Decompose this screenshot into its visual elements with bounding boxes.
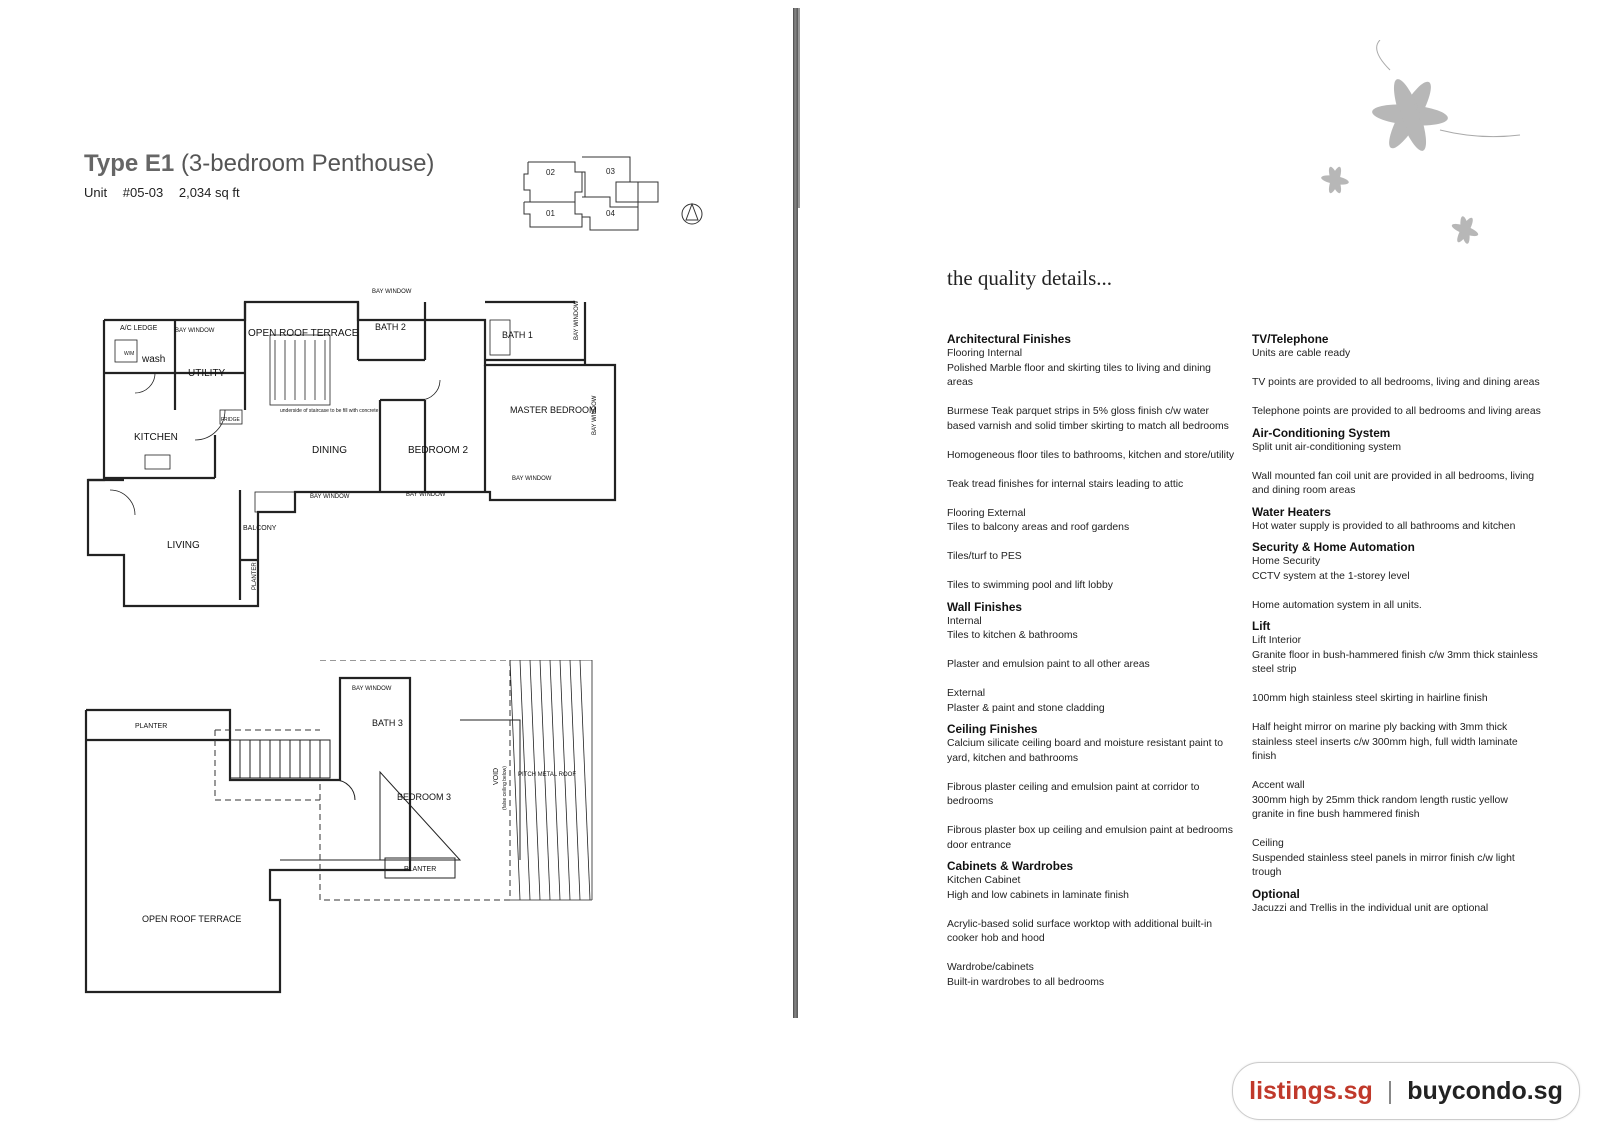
keyplan-label-03: 03 — [606, 167, 615, 176]
plan-bay-window-utility: BAY WINDOW — [175, 328, 215, 334]
unit-label: Unit — [84, 185, 108, 200]
spec-section-title: Cabinets & Wardrobes — [947, 859, 1074, 873]
spec-paragraph: Teak tread finishes for internal stairs leading to attic — [947, 478, 1184, 490]
plan-bay-window-side: BAY WINDOW — [592, 395, 598, 435]
upper-plan-planter: PLANTER — [135, 723, 168, 730]
spec-section — [947, 332, 1237, 594]
footer-listings-text: listings.sg — [1249, 1076, 1373, 1105]
spec-paragraph: Internal Tiles to kitchen & bathrooms — [947, 615, 1078, 641]
spec-paragraph: Acrylic-based solid surface worktop with additional built-in cooker hob and hood — [947, 918, 1213, 944]
spec-section-title: Ceiling Finishes — [947, 722, 1038, 736]
spec-section — [1252, 505, 1542, 535]
plan-balcony: BALCONY — [243, 525, 277, 532]
unit-number: #05-03 — [122, 185, 164, 200]
spec-paragraph: Kitchen Cabinet High and low cabinets in laminate finish — [947, 875, 1129, 901]
upper-plan-void-note: (false ceiling below) — [502, 766, 508, 810]
footer-separator: | — [1386, 1076, 1394, 1105]
spec-paragraph: Tiles to swimming pool and lift lobby — [947, 580, 1113, 591]
spec-paragraph: Jacuzzi and Trellis in the individual unit are optional — [1252, 902, 1489, 914]
spec-paragraph: Calcium silicate ceiling board and moisture resistant paint to yard, kitchen and bathrooms — [947, 738, 1224, 764]
spec-section-title: Wall Finishes — [947, 599, 1022, 614]
spec-paragraph: Home Security CCTV system at the 1-storey level — [1252, 556, 1410, 582]
key-plan — [520, 152, 720, 242]
quality-details-heading: the quality details... — [947, 266, 1113, 290]
spec-section — [947, 859, 1237, 990]
spec-paragraph: Flooring External Tiles to balcony areas and roof gardens — [947, 507, 1130, 533]
specs-column-1 — [947, 332, 1237, 996]
plan-ac-ledge: A/C LEDGE — [120, 325, 158, 332]
unit-type-title — [84, 150, 434, 178]
upper-plan-bedroom3: BEDROOM 3 — [397, 792, 452, 802]
plan-fridge: FRIDGE — [221, 417, 240, 423]
spec-paragraph: TV points are provided to all bedrooms, living and dining areas — [1252, 377, 1540, 388]
spec-paragraph: Fibrous plaster box up ceiling and emulsion paint at bedrooms door entrance — [947, 825, 1233, 851]
spec-paragraph: Lift Interior Granite floor in bush-hammered finish c/w 3mm thick stainless steel strip — [1252, 635, 1538, 675]
plan-utility: UTILITY — [188, 368, 226, 379]
unit-type-code: Type E1 — [84, 150, 175, 177]
spec-paragraph: Half height mirror on marine ply backing with 3mm thick stainless steel inserts c/w 300mm high, full width laminate finish — [1252, 722, 1518, 762]
spec-paragraph: Flooring Internal Polished Marble floor and skirting tiles to living and dining areas — [947, 348, 1211, 388]
unit-info — [84, 185, 252, 200]
plan-living: LIVING — [167, 540, 200, 551]
specs-column-2 — [1252, 332, 1542, 922]
plan-bedroom2: BEDROOM 2 — [408, 445, 469, 456]
spec-paragraph: Plaster and emulsion paint to all other areas — [947, 659, 1150, 670]
unit-size: 2,034 sq ft — [178, 185, 240, 200]
plan-bay-window-top: BAY WINDOW — [372, 289, 412, 295]
plan-wash: wash — [142, 354, 166, 365]
plan-bath2: BATH 2 — [375, 322, 406, 332]
spec-paragraph: Split unit air-conditioning system — [1252, 441, 1402, 453]
plan-kitchen: KITCHEN — [134, 432, 178, 443]
spec-section — [1252, 332, 1542, 420]
spec-paragraph: Home automation system in all units. — [1252, 599, 1422, 611]
spec-section-title: Architectural Finishes — [947, 332, 1071, 346]
spec-section — [947, 722, 1237, 853]
plan-dining: DINING — [312, 445, 347, 456]
spec-section — [1252, 540, 1542, 613]
keyplan-label-02: 02 — [546, 168, 555, 177]
spec-section — [1252, 887, 1542, 917]
spec-section-title: Security & Home Automation — [1252, 540, 1415, 554]
plan-bay-window-master: BAY WINDOW — [512, 476, 552, 482]
spec-paragraph: Ceiling Suspended stainless steel panels in mirror finish c/w light trough — [1252, 838, 1515, 878]
spec-section-title: Optional — [1252, 886, 1300, 901]
spec-section-title: Air-Conditioning System — [1252, 425, 1391, 440]
footer-buycondo-text: buycondo.sg — [1407, 1076, 1563, 1105]
upper-plan-bath3: BATH 3 — [372, 718, 403, 728]
spec-paragraph: Tiles/turf to PES — [947, 551, 1022, 562]
footer-watermark-badge — [1232, 1062, 1580, 1120]
page-spine-shadow — [798, 8, 800, 208]
upper-plan-open-roof-terrace: OPEN ROOF TERRACE — [142, 914, 242, 924]
spec-paragraph: Homogeneous floor tiles to bathrooms, kitchen and store/utility — [947, 449, 1235, 461]
plan-bay-window-right: BAY WINDOW — [574, 300, 580, 340]
upper-plan-void: VOID — [493, 767, 500, 785]
decorative-flower-graphic — [1310, 40, 1540, 260]
spec-paragraph: Wall mounted fan coil unit are provided in all bedrooms, living and dining room areas — [1252, 470, 1535, 496]
spec-paragraph: Units are cable ready — [1252, 348, 1351, 359]
plan-master-bedroom: MASTER BEDROOM — [510, 405, 597, 415]
spec-paragraph: Telephone points are provided to all bedrooms and living areas — [1252, 406, 1541, 417]
spec-section — [947, 600, 1237, 717]
spec-section-title: Lift — [1252, 619, 1271, 633]
spec-section-title: TV/Telephone — [1252, 332, 1329, 346]
plan-stair-note: underside of staircase to be fill with concrete — [280, 408, 379, 414]
upper-plan-pitch-metal-roof: PITCH METAL ROOF — [518, 772, 577, 778]
spec-paragraph: Hot water supply is provided to all bathrooms and kitchen — [1252, 520, 1516, 532]
spec-section — [1252, 619, 1542, 881]
lower-floor-plan — [80, 280, 625, 620]
plan-bay-window-bottom-mid: BAY WINDOW — [406, 492, 446, 498]
plan-wm: W/M — [124, 351, 135, 357]
keyplan-label-04: 04 — [606, 209, 615, 218]
plan-open-roof-terrace: OPEN ROOF TERRACE — [248, 328, 359, 339]
spec-section — [1252, 426, 1542, 499]
spec-paragraph: Fibrous plaster ceiling and emulsion paint at corridor to bedrooms — [947, 781, 1200, 807]
spec-paragraph: 100mm high stainless steel skirting in hairline finish — [1252, 693, 1488, 704]
spec-paragraph: External Plaster & paint and stone cladding — [947, 688, 1105, 714]
plan-bath1: BATH 1 — [502, 330, 533, 340]
plan-planter: PLANTER — [252, 562, 258, 590]
spec-paragraph: Burmese Teak parquet strips in 5% gloss finish c/w water based varnish and solid timber skirting to match all bedrooms — [947, 406, 1229, 432]
plan-bay-window-bottom-left: BAY WINDOW — [310, 494, 350, 500]
upper-plan-bay-window: BAY WINDOW — [352, 686, 392, 692]
upper-floor-plan — [80, 660, 625, 1015]
unit-type-description: (3-bedroom Penthouse) — [180, 150, 435, 177]
spec-paragraph: Wardrobe/cabinets Built-in wardrobes to all bedrooms — [947, 962, 1105, 988]
spec-section-title: Water Heaters — [1252, 504, 1331, 519]
spec-paragraph: Accent wall 300mm high by 25mm thick random length rustic yellow granite in fine bush hammered finish — [1252, 780, 1508, 820]
keyplan-label-01: 01 — [546, 209, 555, 218]
upper-plan-planter2: PLANTER — [404, 866, 437, 873]
